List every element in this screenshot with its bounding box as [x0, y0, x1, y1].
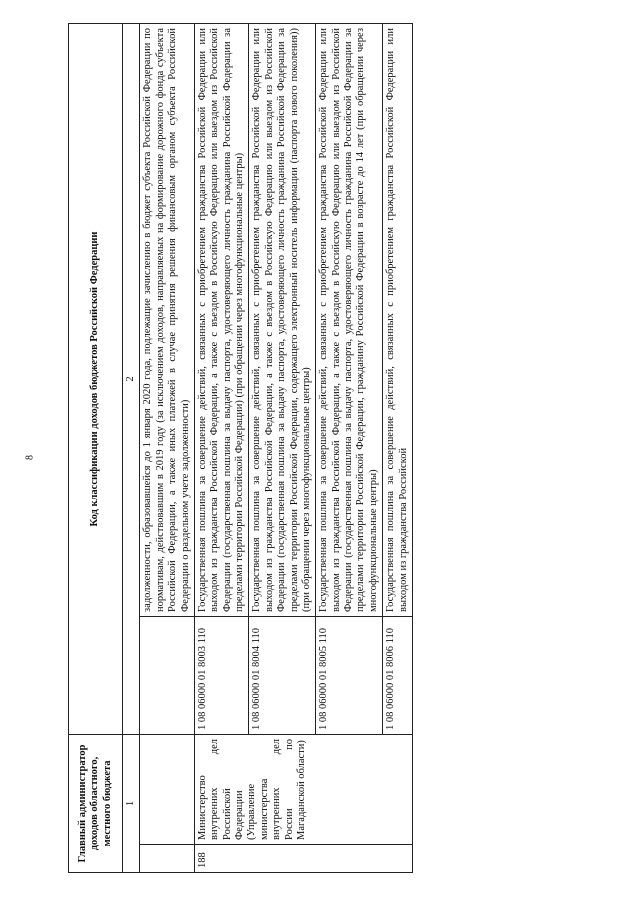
- continued-text: задолженности, образовавшейся до 1 января 2020 года, подлежащие зачислению в бюджет субъекта Российской Федерации по нормативам, действовавшим в 2019 году (за исключением доходов, направляемых на формирование дорожного фонда субъекта Российской Федерации, а также иных платежей в случае принятия решения финансовым органом субъекта Российской Федерации о раздельном учете задолженности): [140, 24, 195, 617]
- classification-text: Государственная пошлина за совершение действий, связанных с приобретением гражданства Российской Федерации или выходом из гражданства Российской Федерации, а также с въездом в Российскую Федерацию или выездом из Российской Федерации (государственная пошлина за выдачу паспорта, удостоверяющего личность гражданина Российской Федерации за пределами территории Российской Федерации, содержащего электронный носитель информации (паспорта нового поколения)) (при обращении через многофункциональные центры): [249, 24, 316, 617]
- table-row: [194, 24, 249, 873]
- classification-text: Государственная пошлина за совершение действий, связанных с приобретением гражданства Российской Федерации или выходом из гражданства Российской Федерации, а также с въездом в Российскую Федерацию или выездом из Российской Федерации (государственная пошлина за выдачу паспорта, удостоверяющего личность гражданина Российской Федерации за пределами территории Российской Федерации) (при обращении через многофункциональные центры): [194, 24, 249, 617]
- revenue-classification-table: [68, 23, 413, 873]
- table-header-row: [69, 24, 123, 873]
- header-admin: Главный администратор доходов областного, местного бюджета: [69, 734, 123, 872]
- classification-code: 1 08 06000 01 8005 110: [316, 616, 383, 734]
- column-number-2: 2: [123, 24, 140, 735]
- classification-code: 1 08 06000 01 8004 110: [249, 616, 316, 734]
- classification-code: 1 08 06000 01 8003 110: [194, 616, 249, 734]
- page-number: 8: [24, 455, 36, 460]
- classification-text: Государственная пошлина за совершение действий, связанных с приобретением гражданства Российской Федерации или выходом из гражданства Российской Федерации, а также с въездом в Российскую Федерацию или выездом из Российской Федерации (государственная пошлина за выдачу паспорта, удостоверяющего личность гражданина Российской Федерации за пределами территории Российской Федерации, гражданину Российской Федерации в возрасте до 14 лет (при обращении через многофункциональные центры): [316, 24, 383, 617]
- column-number-1: 1: [123, 734, 140, 872]
- classification-code: 1 08 06000 01 8006 110: [383, 616, 413, 734]
- classification-text: Государственная пошлина за совершение действий, связанных с приобретением гражданства Российской Федерации или выходом из гражданства Российской: [383, 24, 413, 617]
- admin-code: 188: [194, 845, 412, 873]
- table-row: [140, 24, 195, 873]
- admin-name: Министерство внутренних дел Российской Федерации (Управление министерства внутренних дел России по Магаданской области): [194, 734, 412, 844]
- rotated-page: [68, 23, 640, 873]
- column-number-row: [123, 24, 140, 873]
- header-code: Код классификации доходов бюджетов Российской Федерации: [69, 24, 123, 735]
